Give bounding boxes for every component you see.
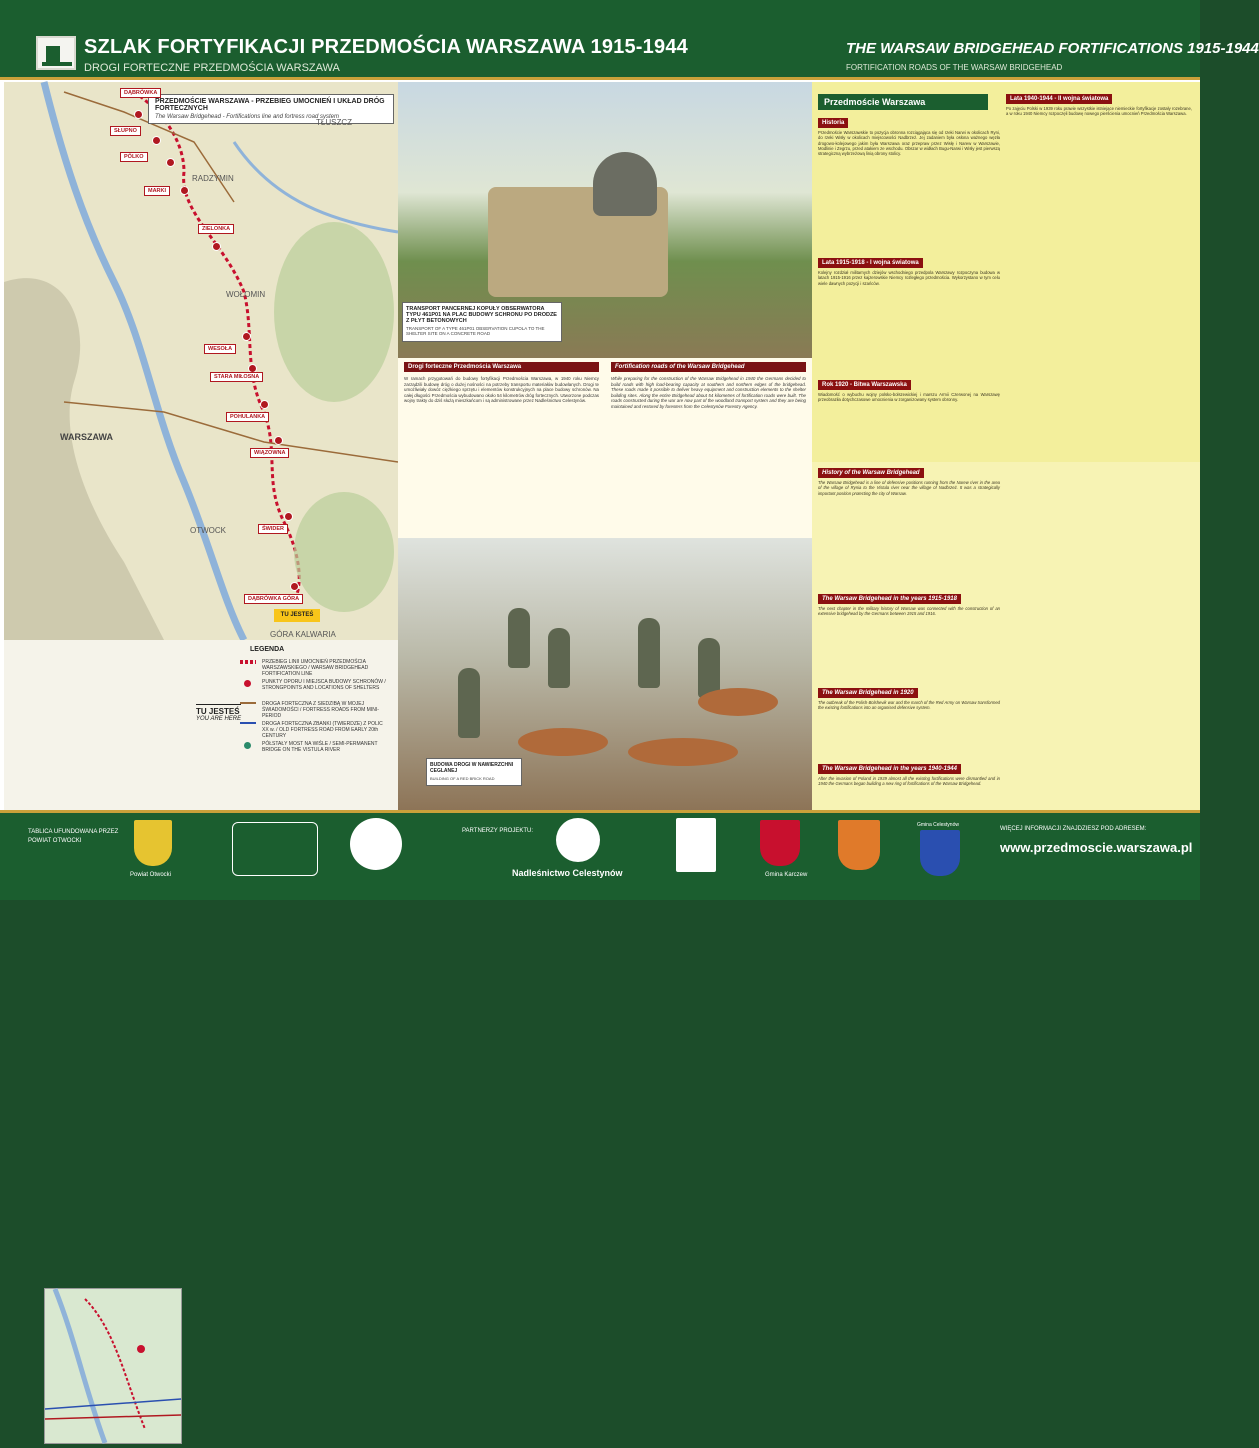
fort-marker [242, 332, 251, 341]
powiat-coat-of-arms-icon [134, 820, 172, 866]
fort-label: DĄBRÓWKA [120, 88, 161, 98]
map-caption-sub: The Warsaw Bridgehead - Fortifications line and fortress road system [155, 114, 339, 120]
text-historia: Przedmoście Warszawskie to pozycja obronna rozciągająca się od rzeki Narwi w okolicach Ryni, do rzeki Wisły w okolicach miejscowości Nadbrzeż. Jej zadaniem była osłona ważnego węzła drogowo-kolejowego jakim była Warszawa oraz przepraw przez Wisłę i Narew w Warszawie, Modlinie i Zegrzu, przed atakiem ze wschodu. Obszar w widłach Bugu-Narwi i Wisły jest pierwszą strategiczną wybrzeżową linią obrony stolicy. [818, 130, 1000, 157]
fort-marker [284, 512, 293, 521]
fort-marker [134, 110, 143, 119]
heading-historia: Historia [818, 118, 848, 128]
fort-label: ZIELONKA [198, 224, 234, 234]
text-en-1940: After the invasion of Poland in 1939 almost all the existing fortifications were dismantled and in 1940 the Germans began building a new ring of fortifications of the Warsaw Bridgehead. [818, 776, 1000, 787]
map-graphic [4, 82, 398, 640]
fort-marker [260, 400, 269, 409]
partners-label: PARTNERZY PROJEKTU: [462, 828, 534, 834]
you-are-here-en: YOU ARE HERE [196, 716, 242, 722]
you-are-here-legend [196, 704, 241, 722]
fort-marker [152, 136, 161, 145]
map-caption-title: PRZEDMOŚCIE WARSZAWA - PRZEBIEG UMOCNIEŃ I UKŁAD DRÓG FORTECZNYCH [155, 98, 385, 112]
town-label: WARSZAWA [60, 432, 113, 442]
section-polish [398, 358, 605, 538]
fortification-logo-icon [36, 36, 76, 70]
forest-area [274, 222, 394, 402]
text-1920: Wiadomość o wybuchu wojny polsko-bolszewickiej i marszu Armii Czerwonej na Warszawę przeobraziła dotychczasowe umocnienia w zorganizowany system obronny. [818, 392, 1000, 403]
photo2-caption-sub: BUILDING OF A RED BRICK ROAD [430, 776, 495, 781]
more-info-label: WIĘCEJ INFORMACJI ZNAJDZIESZ POD ADRESEM: [1000, 826, 1147, 832]
fort-label: STARA MIŁOSNA [210, 372, 263, 382]
you-are-here-badge: TU JESTEŚ [274, 609, 320, 622]
fort-marker [290, 582, 299, 591]
fort-label: SŁUPNO [110, 126, 141, 136]
fort-marker [180, 186, 189, 195]
heading-1940: Lata 1940-1944 - II wojna światowa [1006, 94, 1112, 104]
fort-marker [274, 436, 283, 445]
title-polish: SZLAK FORTYFIKACJI PRZEDMOŚCIA WARSZAWA 1915-1944 [84, 36, 688, 58]
nadlesnictwo-logo-icon [556, 818, 600, 862]
soldier-figure [508, 608, 530, 668]
text-1915: Kolejny rozdział militarnych dziejów wschodniego przedpola Warszawy rozpoczyna budowa w latach 1915-1916 przez kajzerowskie Niemcy rozległego przedmościa. Wykorzystano w tym celu wiele dawnych pozycji i szańców. [818, 270, 1000, 286]
fort-marker [212, 242, 221, 251]
photo2-caption-title: BUDOWA DROGI W NAWIERZCHNI CEGLANEJ [430, 762, 514, 774]
section-polish-heading: Drogi forteczne Przedmościa Warszawa [404, 362, 599, 372]
subtitle-english: FORTIFICATION ROADS OF THE WARSAW BRIDGEHEAD [846, 63, 1063, 72]
brick-pile [518, 728, 608, 756]
photo1-caption [402, 302, 562, 342]
text-en-1920: The outbreak of the Polish-Bolshevik war and the march of the Red Army on Warsaw transformed the existing fortifications into an organised defensive system. [818, 700, 1000, 711]
karczew-coat-of-arms-icon [760, 820, 800, 866]
otwock-coat-of-arms-icon [838, 820, 880, 870]
soldier-figure [638, 618, 660, 688]
soldier-figure [548, 628, 570, 688]
gmina-celestynow-label: Gmina Celestynów [917, 822, 959, 828]
photo1-caption-title: TRANSPORT PANCERNEJ KOPUŁY OBSERWATORA TYPU 461P01 NA PLAC BUDOWY SCHRONU PO DRODZE Z PŁYT BETONOWYCH [406, 306, 557, 324]
fortification-society-logo-icon [350, 818, 402, 870]
heading-en-1920: The Warsaw Bridgehead in 1920 [818, 688, 918, 698]
forest-area [294, 492, 394, 612]
brick-pile [698, 688, 778, 716]
text-en-1915: The next chapter in the military history of Warsaw was connected with the construction of an extensive bridgehead by the Germans between 1915 and 1916. [818, 606, 1000, 617]
legend-title: LEGENDA [250, 646, 285, 653]
fort-marker [166, 158, 175, 167]
info-board: SZLAK FORTYFIKACJI PRZEDMOŚCIA WARSZAWA 1915-1944 DROGI FORTECZNE PRZEDMOŚCIA WARSZAWA THE WARSAW BRIDGEHEAD FORTIFICATIONS 1915-1944 FORTIFICATION ROADS OF THE WARSAW BRIDGEHEAD PRZEDMOŚCIE WARSZAWA - PRZEBIEG UMOCNIEŃ I UKŁAD DRÓG FORTECZNYCH The Warsaw Bridgehead - Fortifications line and fortress road system TŁUSZCZ RADZYMIN WOŁOMIN WARSZAWA OTWOCK GÓRA KALWARIA DĄBRÓWKA SŁUPNO PÓLKO MARKI ZIELONKA WESOŁA STARA MIŁOSNA POHULANKA WIĄZOWNA ŚWIDER DĄBRÓWKA GÓRA TU JESTEŚ TU JESTEŚ YOU ARE HERE LEGENDA PRZEBIEG LINII UMOCNIEŃ PRZEDMOŚCIA WARSZAWSKIEGO / WARSAW BRIDGEHEAD FORTIFICATION LINE PUNKTY OPORU I MIEJSCA BUDOWY SCHRONÓW / STRONGPOINTS AND LOCATIONS OF SHELTERS DROGA FORTECZNA Z SIEDZIBĄ W MOJEJ ŚWIADOMOŚCI / FORTRESS ROADS FROM MINI-PERIOD DROGA FORTECZNA ZBANKI (TWIERDZE) Z POLIC XX w. / OLD FORTRESS ROAD FROM EARLY 20th CENTURY PÓŁSTAŁY MOST NA WIŚLE / SEMI-PERMANENT BRIDGE ON THE VISTULA RIVER TRANSPORT PANCERNEJ KOPUŁY OBSERWATORA TYPU 461P01 NA PLAC BUDOWY SCHRONU PO DRODZE Z PŁYT BETONOWYCH TRANSPORT OF A TYPE 461P01 OBSERVATION CUPOLA TO THE SHELTER SITE ON A CONCRETE ROAD Drogi forteczne Przedmościa Warszawa W ramach przygotowań do budowy fortyfikacji Przedmościa Warszawa, w 1940 roku Niemcy zarządzili budowę dróg o dużej nośności na potrzeby transportu materiałów budowlanych. Drogi te umożliwiały dowóz ciężkiego sprzętu i elementów konstrukcyjnych na place budowy schronów. Na całej długości Przedmościa wybudowano około 54 kilometrów dróg fortecznych. Utworzone podczas wojny trakty do dziś służą mieszkańcom i są administrowane przez Nadleśnictwo Celestynów. Fortification roads of the Warsaw Bridgehead While preparing for the construction of the Warsaw Bridgehead in 1940 the Germans decided to build roads with high load-bearing capacity at southern and northern edges of the bridgehead. These roads made it possible to deliver heavy equipment and construction elements to the shelter building sites. Along the entire Bridgehead about 54 kilometres of fortification roads were built. The roads constructed during the war are now part of the woodland transport system and they are being maintained and restored by foresters from the Celestynów Forestry Agency. BUDOWA DROGI W NAWIERZCHNI CEGLANEJ BUILDING OF A RED BRICK ROAD Przedmoście Warszawa Historia Przedmoście Warszawskie to pozycja obronna rozciągająca się od rzeki Narwi w okolicach Ryni, do rzeki Wisły w okolicach miejscowości Nadbrzeż. Jej zadaniem była osłona ważnego węzła drogowo-kolejowego jakim była Warszawa oraz przepraw przez Wisłę i Narew w Warszawie, Modlinie i Zegrzu, przed atakiem ze wschodu. Obszar w widłach Bugu-Narwi i Wisły jest pierwszą strategiczną wybrzeżową linią obrony stolicy. Lata 1915-1918 - I wojna światowa Kolejny rozdział militarnych dziejów wschodniego przedpola Warszawy rozpoczyna budowa w latach 1915-1916 przez kajzerowskie Niemcy rozległego przedmościa. Wykorzystano w tym celu wiele dawnych pozycji i szańców. Rok 1920 - Bitwa Warszawska Wiadomość o wybuchu wojny polsko-bolszewickiej i marszu Armii Czerwonej na Warszawę przeobraziła dotychczasowe umocnienia w zorganizowany system obronny. Lata 1940-1944 - II wojna światowa Po zajęciu Polski w 1939 roku prawie wszystkie istniejące niemieckie fortyfikacje zostały rozebrane, a w roku 1940 Niemcy rozpoczęli budowę nowego pierścienia umocnień Przedmościa Warszawa. History of the Warsaw Bridgehead The Warsaw Bridgehead is a line of defensive positions running from the Narew river in the area of the village of Rynia to the Vistula river near the village of Nadbrzeż. It was a strategically important position protecting the city of Warsaw. The Warsaw Bridgehead in the years 1915-1918 The next chapter in the military history of Warsaw was connected with the construction of an extensive bridgehead by the Germans between 1915 and 1916. The Warsaw Bridgehead in 1920 The outbreak of the Polish-Bolshevik war and the march of the Red Army on Warsaw transformed the existing fortifications into an organised defensive system. The Warsaw Bridgehead in the years 1940-1944 After the invasion of Poland in 1939 almost all the existing fortifications were dismantled and in 1940 the Germans began building a new ring of fortifications of the Warsaw Bridgehead. TABLICA UFUNDOWANA PRZEZ POWIAT OTWOCKI Powiat Otwocki PARTNERZY PROJEKTU: Nadleśnictwo Celestynów Gmina Karczew Gmina Celestynów WIĘCEJ INFORMACJI ZNAJDZIESZ POD ADRESEM: www.przedmoscie.warszawa.pl [0, 0, 1200, 900]
heading-1915: Lata 1915-1918 - I wojna światowa [818, 258, 923, 268]
bridgehead-map [4, 82, 398, 640]
town-label: TŁUSZCZ [316, 118, 352, 127]
fort-label: ŚWIDER [258, 524, 288, 534]
funded-by-label: TABLICA UFUNDOWANA PRZEZ POWIAT OTWOCKI [28, 829, 119, 844]
inset-map-graphic [45, 1289, 181, 1443]
soldier-figure [458, 668, 480, 738]
section-english-text: While preparing for the construction of the Warsaw Bridgehead in 1940 the Germans decided to build roads with high load-bearing capacity at southern and northern edges of the bridgehead. These roads made it possible to deliver heavy equipment and construction elements to the shelter building sites. Along the entire Bridgehead about 54 kilometres of fortification roads were built. The roads constructed during the war are now part of the woodland transport system and they are being maintained and restored by foresters from the Celestynów Forestry Agency. [611, 376, 806, 409]
dybrowiecka-gora-logo-icon [232, 822, 318, 876]
fort-label: MARKI [144, 186, 170, 196]
heading-en-history: History of the Warsaw Bridgehead [818, 468, 924, 478]
armored-cupola-image [593, 152, 657, 216]
map-caption [148, 94, 394, 124]
text-en-history: The Warsaw Bridgehead is a line of defensive positions running from the Narew river in the area of the village of Rynia to the Vistula river near the village of Nadbrzeż. It was a strategically important position protecting the city of Warsaw. [818, 480, 1000, 496]
fort-label: POHULANKA [226, 412, 269, 422]
header-bar [0, 0, 1259, 80]
gmina-karczew-label: Gmina Karczew [765, 872, 808, 878]
section-english-heading: Fortification roads of the Warsaw Bridgehead [611, 362, 806, 372]
fort-label: PÓLKO [120, 152, 148, 162]
footer-bar [0, 810, 1200, 900]
text-1940: Po zajęciu Polski w 1939 roku prawie wszystkie istniejące niemieckie fortyfikacje zostały rozebrane, a w roku 1940 Niemcy rozpoczęli budowę nowego pierścienia umocnień Przedmościa Warszawa. [1006, 106, 1192, 117]
brick-pile [628, 738, 738, 766]
heading-en-1915: The Warsaw Bridgehead in the years 1915-1918 [818, 594, 961, 604]
website-link[interactable]: www.przedmoscie.warszawa.pl [1000, 840, 1193, 855]
heading-1920: Rok 1920 - Bitwa Warszawska [818, 380, 911, 390]
you-are-here-pl: TU JESTEŚ [196, 707, 240, 716]
history-panel-title: Przedmoście Warszawa [818, 94, 988, 110]
celestynow-coat-of-arms-icon [920, 830, 960, 876]
town-label: OTWOCK [190, 526, 226, 535]
fort-label: WIĄZOWNA [250, 448, 289, 458]
heading-en-1940: The Warsaw Bridgehead in the years 1940-1944 [818, 764, 961, 774]
nadlesnictwo-label: Nadleśnictwo Celestynów [512, 868, 623, 878]
fort-label: WESOŁA [204, 344, 236, 354]
inset-map [44, 1288, 182, 1444]
town-label: WOŁOMIN [226, 290, 266, 299]
section-polish-text: W ramach przygotowań do budowy fortyfikacji Przedmościa Warszawa, w 1940 roku Niemcy zarządzili budowę dróg o dużej nośności na potrzeby transportu materiałów budowlanych. Drogi te umożliwiały dowóz ciężkiego sprzętu i elementów konstrukcyjnych na place budowy schronów. Na całej długości Przedmościa wybudowano około 54 kilometrów dróg fortecznych. Utworzone podczas wojny trakty do dziś służą mieszkańcom i są administrowane przez Nadleśnictwo Celestynów. [404, 376, 599, 404]
town-label: GÓRA KALWARIA [270, 630, 336, 639]
title-english: THE WARSAW BRIDGEHEAD FORTIFICATIONS 1915-1944 [846, 40, 1259, 57]
photo2-caption [426, 758, 522, 786]
town-label: RADZYMIN [192, 174, 234, 183]
photo1-caption-sub: TRANSPORT OF A TYPE 461P01 OBSERVATION CUPOLA TO THE SHELTER SITE ON A CONCRETE ROAD [406, 326, 545, 336]
subtitle-polish: DROGI FORTECZNE PRZEDMOŚCIA WARSZAWA [84, 62, 340, 74]
powiat-label: Powiat Otwocki [130, 872, 172, 878]
section-english [605, 358, 812, 538]
jozefow-logo-icon [676, 818, 716, 872]
fort-label: DĄBRÓWKA GÓRA [244, 594, 303, 604]
